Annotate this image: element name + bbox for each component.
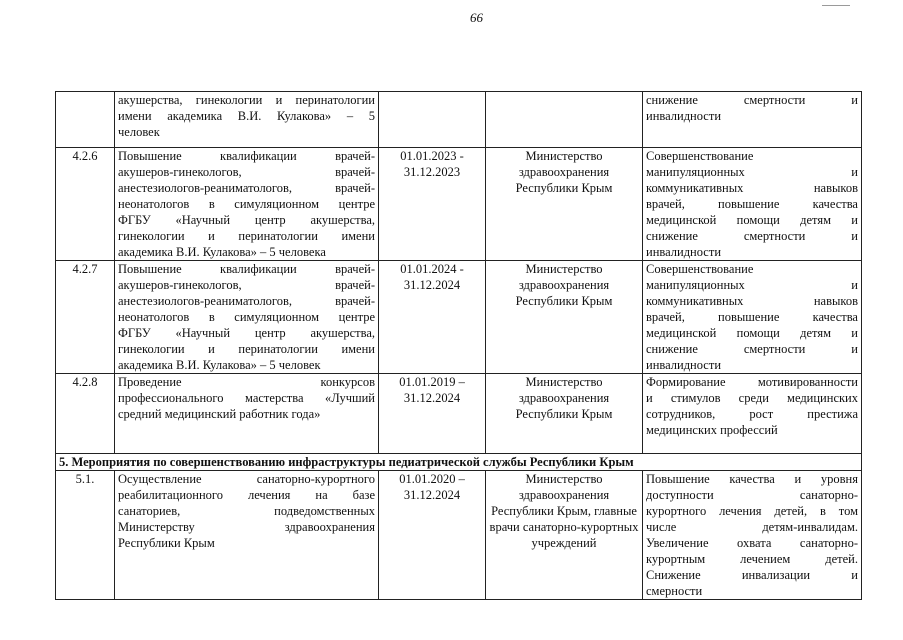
expected-result-line: Снижение инвализации и <box>646 568 858 582</box>
executor: Министерство здравоохранения Республики Крым <box>486 148 643 261</box>
activity-description-line: гинекологии и перинатологии имени <box>118 342 375 356</box>
expected-result-line: сотрудников, рост престижа <box>646 407 858 421</box>
period: 01.01.2023 - 31.12.2023 <box>379 148 486 261</box>
activity-description-line: анестезиологов-реаниматологов, врачей- <box>118 294 375 308</box>
activity-description-line: гинекологии и перинатологии имени <box>118 229 375 243</box>
activity-description-line: акушеров-гинекологов, врачей- <box>118 165 375 179</box>
activity-description-line: неонатологов в симуляционном центре <box>118 310 375 324</box>
expected-result-line: снижение смертности и <box>646 229 858 243</box>
expected-result-line: врачей, повышение качества <box>646 310 858 324</box>
activity-description-line: акушеров-гинекологов, врачей- <box>118 278 375 292</box>
row-number: 4.2.8 <box>56 374 115 454</box>
row-number: 4.2.7 <box>56 261 115 374</box>
period <box>379 92 486 148</box>
activity-description <box>115 471 379 600</box>
row-number: 4.2.6 <box>56 148 115 261</box>
expected-result <box>643 92 862 148</box>
expected-result-line: доступности санаторно- <box>646 488 858 502</box>
activity-description <box>115 92 379 148</box>
activity-description <box>115 374 379 454</box>
period: 01.01.2024 - 31.12.2024 <box>379 261 486 374</box>
expected-result-line: Повышение качества и уровня <box>646 472 858 486</box>
activity-description-line: Министерству здравоохранения <box>118 520 375 534</box>
expected-result-line: инвалидности <box>646 245 722 259</box>
row-number: 5.1. <box>56 471 115 600</box>
activity-description-line: профессионального мастерства «Лучший <box>118 391 375 405</box>
activity-description-line: анестезиологов-реаниматологов, врачей- <box>118 181 375 195</box>
activities-table <box>55 91 862 600</box>
executor: Министерство здравоохранения Республики Крым <box>486 261 643 374</box>
table-row <box>56 374 862 454</box>
activity-description-line: Осуществление санаторно-курортного <box>118 472 375 486</box>
expected-result-line: Совершенствование <box>646 149 754 163</box>
expected-result-line: медицинской помощи детям и <box>646 213 858 227</box>
activity-description-line: санаториев, подведомственных <box>118 504 375 518</box>
expected-result-line: курортного лечения детей, в том <box>646 504 858 518</box>
table-row <box>56 471 862 600</box>
corner-mark <box>822 5 850 6</box>
activity-description-line: средний медицинский работник года» <box>118 407 321 421</box>
executor <box>486 92 643 148</box>
executor: Министерство здравоохранения Республики Крым <box>486 374 643 454</box>
activity-description-line: Проведение конкурсов <box>118 375 375 389</box>
activity-description-line: академика В.И. Кулакова» – 5 человека <box>118 245 326 259</box>
expected-result-line: и стимулов среди медицинских <box>646 391 858 405</box>
section-row <box>56 454 862 471</box>
activity-description <box>115 261 379 374</box>
expected-result <box>643 261 862 374</box>
period: 01.01.2020 – 31.12.2024 <box>379 471 486 600</box>
expected-result-line: Совершенствование <box>646 262 754 276</box>
expected-result-line: смерности <box>646 584 703 598</box>
expected-result-line: медицинской помощи детям и <box>646 326 858 340</box>
row-number <box>56 92 115 148</box>
activity-description-line: имени академика В.И. Кулакова» – 5 <box>118 109 375 123</box>
expected-result-line: медицинских профессий <box>646 423 778 437</box>
activity-description-line: Республики Крым <box>118 536 215 550</box>
activity-description-line: академика В.И. Кулакова» – 5 человек <box>118 358 321 372</box>
activity-description-line: ФГБУ «Научный центр акушерства, <box>118 326 375 340</box>
expected-result-line: числе детям-инвалидам. <box>646 520 858 534</box>
expected-result <box>643 374 862 454</box>
activity-description <box>115 148 379 261</box>
expected-result-line: манипуляционных и <box>646 165 858 179</box>
table-row <box>56 261 862 374</box>
executor: Министерство здравоохранения Республики Крым, главные врачи санаторно-курортных учреждений <box>486 471 643 600</box>
page-number: 66 <box>470 10 483 25</box>
activity-description-line: неонатологов в симуляционном центре <box>118 197 375 211</box>
table-row <box>56 92 862 148</box>
expected-result-line: Увеличение охвата санаторно- <box>646 536 858 550</box>
activity-description-line: реабилитационного лечения на базе <box>118 488 375 502</box>
expected-result-line: снижение смертности и <box>646 342 858 356</box>
expected-result-line: Формирование мотивированности <box>646 375 858 389</box>
expected-result <box>643 471 862 600</box>
expected-result-line: врачей, повышение качества <box>646 197 858 211</box>
expected-result-line: коммуникативных навыков <box>646 294 858 308</box>
table-row <box>56 148 862 261</box>
activity-description-line: акушерства, гинекологии и перинатологии <box>118 93 375 107</box>
expected-result-line: инвалидности <box>646 358 722 372</box>
expected-result-line: снижение смертности и <box>646 93 858 107</box>
period: 01.01.2019 – 31.12.2024 <box>379 374 486 454</box>
activity-description-line: Повышение квалификации врачей- <box>118 149 375 163</box>
expected-result-line: инвалидности <box>646 109 722 123</box>
activity-description-line: Повышение квалификации врачей- <box>118 262 375 276</box>
expected-result-line: курортным лечением детей. <box>646 552 858 566</box>
expected-result-line: коммуникативных навыков <box>646 181 858 195</box>
activity-description-line: ФГБУ «Научный центр акушерства, <box>118 213 375 227</box>
expected-result-line: манипуляционных и <box>646 278 858 292</box>
expected-result <box>643 148 862 261</box>
activity-description-line: человек <box>118 125 160 139</box>
section-title: 5. Мероприятия по совершенствованию инфраструктуры педиатрической службы Республики Крым <box>56 454 862 471</box>
